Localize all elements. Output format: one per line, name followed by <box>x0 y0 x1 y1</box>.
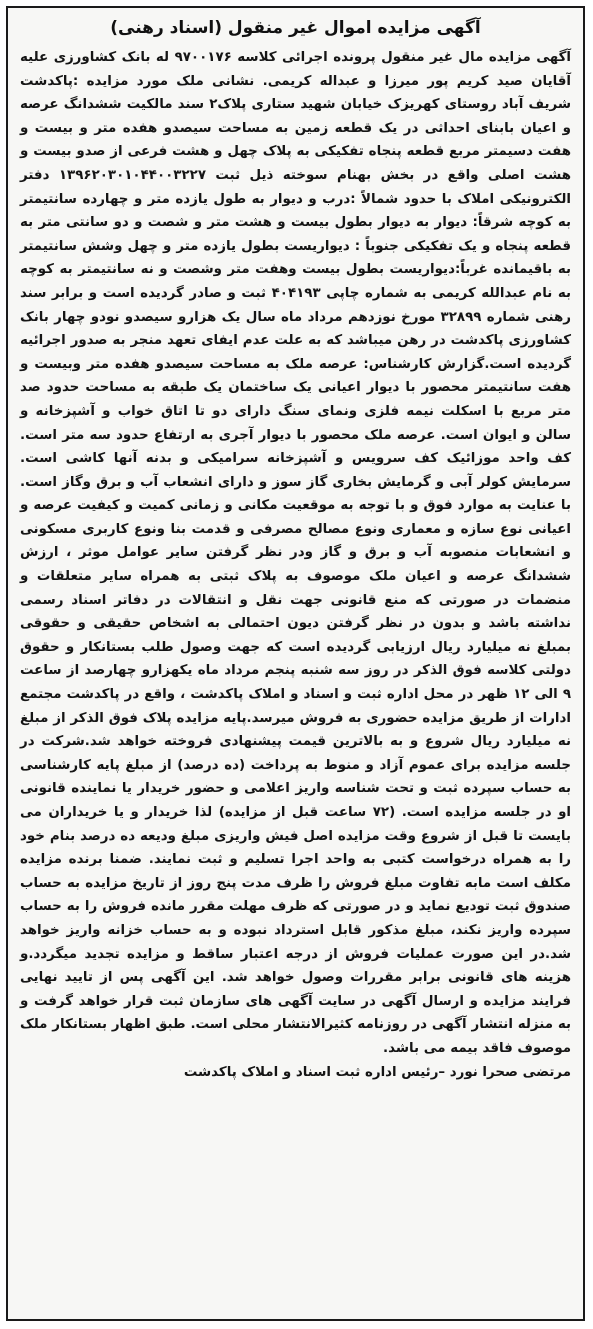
notice-body: آگهی مزایده مال غیر منقول پرونده اجرائی کلاسه ۹۷۰۰۱۷۶ له بانک کشاورزی علیه آقایان صید کریم پور میرزا و عبداله کریمی. نشانی ملک مورد مزایده :پاکدشت شریف آباد روستای کهریزک خیابان شهید ستاری پلاک۲ سند مالکیت ششدانگ عرصه و اعیان بابنای احداثی در یک قطعه زمین به مساحت سیصدو هفده متر و بیست و هفت دسیمتر مربع قطعه پنجاه تفکیکی به پلاک چهل و هشت فرعی از صدو بیست و هشت اصلی واقع در بخش بهنام سوخته ذیل ثبت ۱۳۹۶۲۰۳۰۱۰۴۴۰۰۳۲۲۷ دفتر الکترونیکی املاک با حدود شمالاً :درب و دیوار به طول یازده متر و چهارده سانتیمتر به کوچه شرقاً: دیوار به دیوار بطول بیست و هشت متر و شصت و دو سانتی متر به قطعه پنجاه و یک تفکیکی جنوباً : دیواریست بطول یازده متر و چهل وشش سانتیمتر به باقیمانده غرباً:دیواریست بطول بیست وهفت متر وشصت و نه سانتیمتر به کوچه به نام عبدالله کریمی به شماره چاپی ۴۰۴۱۹۳ ثبت و صادر گردیده است و برابر سند رهنی شماره ۳۲۸۹۹ مورخ نوزدهم مرداد ماه سال یک هزارو سیصدو نودو چهار بانک کشاورزی پاکدشت در رهن میباشد که به علت عدم ایفای تعهد منجر به صدور اجرائیه گردیده است.گزارش کارشناس: عرصه ملک به مساحت سیصدو هفده متر وبیست و هفت سانتیمتر محصور با دیوار اعیانی یک ساختمان یک طبقه به مساحت حدود صد متر مربع با اسکلت نیمه فلزی ونمای سنگ دارای دو تا اتاق خواب و آشپزخانه و سالن و ایوان است. عرصه ملک محصور با دیوار آجری به ارتفاع حدود سه متر است. کف واحد موزائیک کف سرویس و آشپزخانه سرامیکی و بدنه آنها کاشی است. سرمایش کولر آبی و گرمایش بخاری گاز سوز و دارای انشعاب آب و برق وگاز است. با عنایت به موارد فوق و با توجه به موقعیت مکانی و زمانی کمیت و کیفیت عرصه و اعیانی نوع سازه و معماری ونوع مصالح مصرفی و قدمت بنا ونوع کاربری مسکونی و انشعابات منصوبه آب و برق و گاز ودر نظر گرفتن سایر عوامل موثر ، ارزش ششدانگ عرصه و اعیان ملک موصوف به پلاک ثبتی به همراه سایر متعلقات و منضمات در صورتی که منع قانونی جهت نقل و انتقالات در دفاتر اسناد رسمی نداشته باشد و بدون در نظر گرفتن دیون احتمالی به اشخاص حقیقی و حقوقی بمبلغ نه میلیارد ریال ارزیابی گردیده است که جهت وصول طلب بستانکار و حقوق دولتی کلاسه فوق الذکر در روز سه شنبه پنجم مرداد ماه یکهزارو چهارصد از ساعت ۹ الی ۱۲ ظهر در محل اداره ثبت و اسناد و املاک پاکدشت ، واقع در پاکدشت مجتمع ادارات از طریق مزایده حضوری به فروش میرسد.پایه مزایده پلاک فوق الذکر از مبلغ نه میلیارد ریال شروع و به بالاترین قیمت پیشنهادی فروخته خواهد شد.شرکت در جلسه مزایده برای عموم آزاد و منوط به پرداخت (ده درصد) از مبلغ پایه کارشناسی به حساب سپرده ثبت و تحت شناسه واریز اعلامی و حضور خریدار یا نماینده قانونی او در جلسه مزایده است. (۷۲ ساعت قبل از مزایده) لذا خریدار و یا خریداران می بایست تا قبل از شروع وقت مزایده اصل فیش واریزی مبلغ ودیعه ده درصد بنام خود را به همراه درخواست کتبی به واحد اجرا تسلیم و ثبت نمایند. ضمنا برنده مزایده مکلف است مابه تفاوت مبلغ فروش را ظرف مدت پنج روز از تاریخ مزایده به حساب صندوق ثبت تودیع نماید و در صورتی که ظرف مهلت مقرر مانده فروش را به حساب سپرده واریز نکند، مبلغ مذکور قابل استرداد نبوده و به حساب خزانه واریز خواهد شد.در این صورت عملیات فروش از درجه اعتبار ساقط و مزایده تجدید میگردد.و هزینه های قانونی برابر مقررات وصول خواهد شد. این آگهی پس از تایید نهایی فرایند مزایده و ارسال آگهی در سایت آگهی های سازمان ثبت قرار خواهد گرفت و به منزله انتشار آگهی در روزنامه کثیرالانتشار محلی است. طبق اظهار بستانکار ملک موصوف فاقد بیمه می باشد. <box>20 50 571 1056</box>
notice-title: آگهی مزایده اموال غیر منقول (اسناد رهنی) <box>110 18 481 38</box>
auction-notice <box>6 6 585 1321</box>
notice-signature: مرتضی صحرا نورد –رئیس اداره ثبت اسناد و املاک پاکدشت <box>183 1064 571 1080</box>
